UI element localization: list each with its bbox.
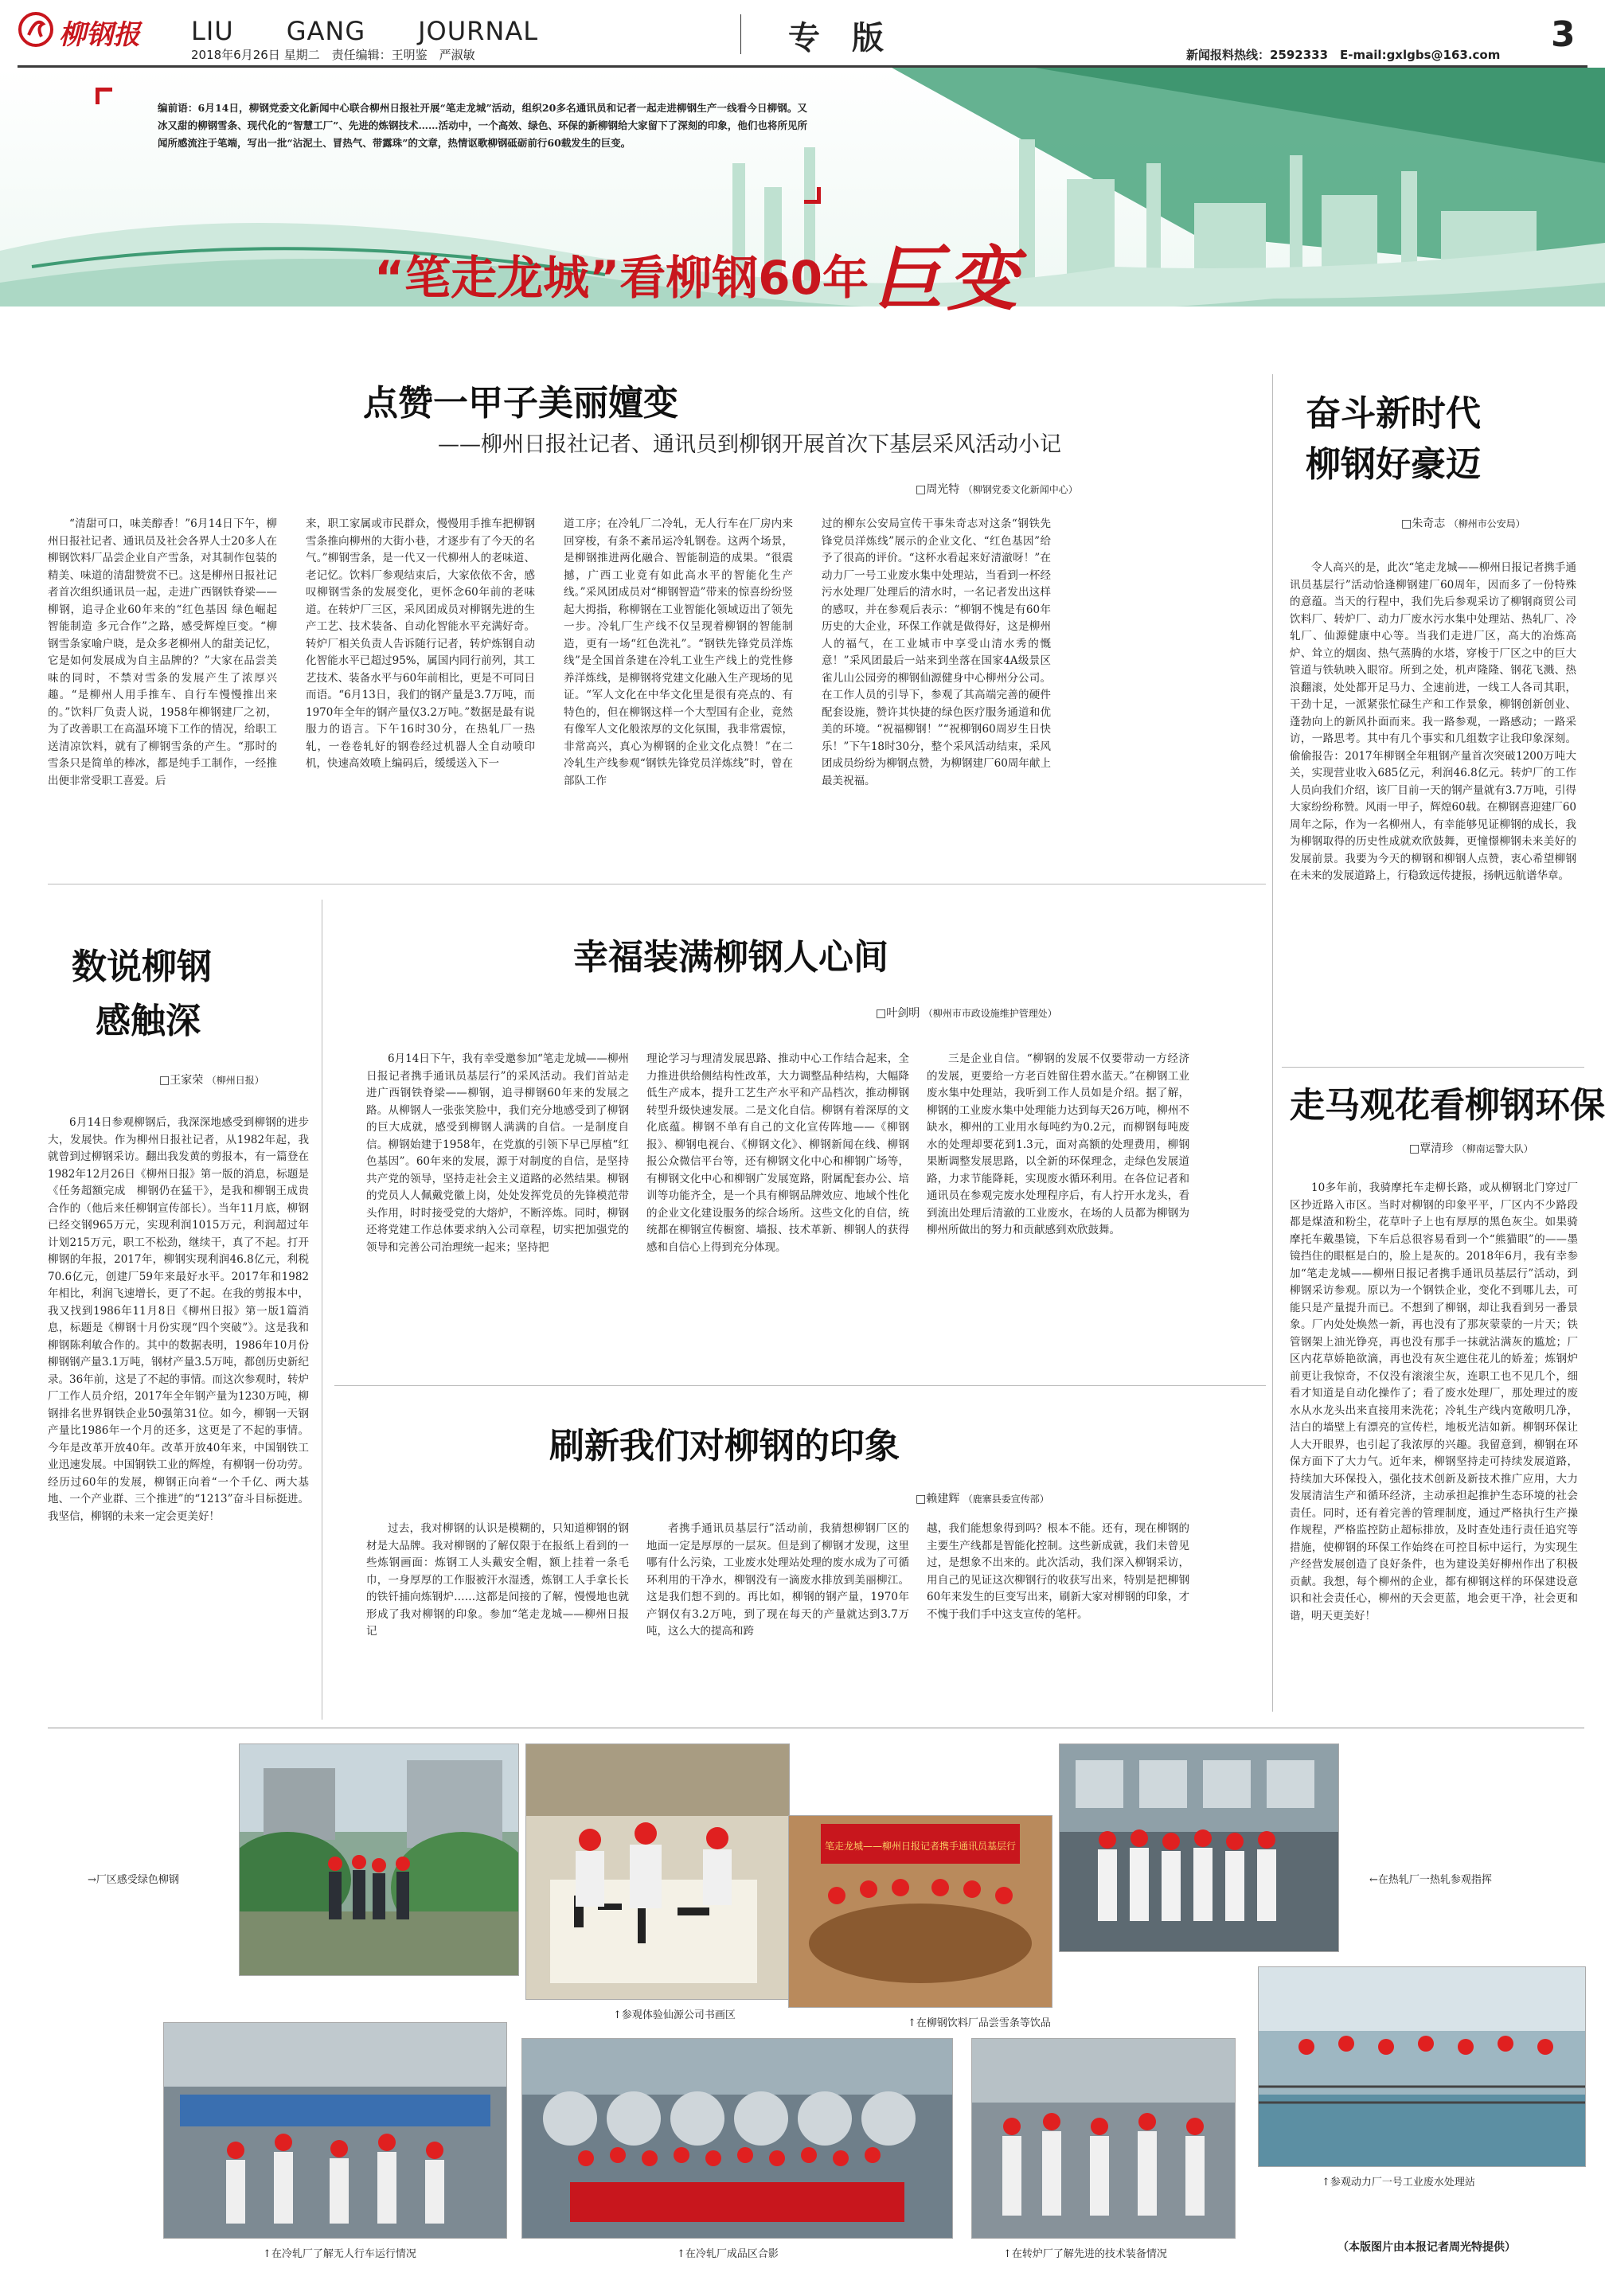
article-5-author: □覃清珍: [1409, 1142, 1454, 1155]
photo-converter-image: [972, 2039, 1235, 2238]
article-4-col-1: 6月14日下午，我有幸受邀参加“笔走龙城——柳州日报记者携手通讯员基层行”的采风活动。我们首站走进广西钢铁脊梁——柳钢，追寻柳钢60年来的发展之路。从柳钢人一张张笑脸中，我们充分地感受到了柳钢的巨大成就，感受到柳钢人满满的自信。一是制度自信。柳钢始建于1958年，在党旗的引领下早已厚植“红色基因”。60年来的发展，源于对制度的自信，是坚持共产党的领导，坚持走社会主义道路的必然结果。柳钢的党员人人佩戴党徽上岗，处处发挥党员的先锋模范带头作用，时时接受党的大熔炉，不断淬炼。同时，柳钢还将党建工作总体要求纳入公司章程，切实把加强党的领导和完善公司治理统一起来；坚持把: [366, 1052, 629, 1254]
caption-cold-rolling-crane: ↑在冷轧厂了解无人行车运行情况: [263, 2248, 416, 2260]
caption-hot-rolling: ←在热轧厂一热轧参观指挥: [1369, 1874, 1492, 1886]
photo-credit: （本版图片由本报记者周光特提供）: [1338, 2241, 1516, 2254]
article-3-title-line-1: 数说柳钢: [72, 947, 212, 987]
caption-beverage-tasting: ↑在柳钢饮料厂品尝雪条等饮品: [908, 2017, 1051, 2029]
photo-wastewater: [1258, 1966, 1586, 2167]
article-3-author-org: （柳州日报）: [206, 1075, 264, 1086]
article-1-col-4: 过的柳东公安局宣传干事朱奇志对这条“钢铁先锋党员洋炼线”展示的企业文化、“红色基因”给予了很高的评价。“这杯水看起来好清澈呀！”在动力厂一号工业废水集中处理站，当看到一杯经污水处理厂处理后的清水时，一名记者发出这样的感叹，并在参观后表示：“柳钢不愧是有60年历史的大企业，环保工作就是做得好，这是柳州人的福气，在工业城市中享受山清水秀的慨意！”采风团最后一站来到坐落在国家4A级景区雀儿山公园旁的柳钢仙源健身中心柳州分公司。在工作人员的引导下，参观了其高端完善的硬件配套设施，赞许其快捷的绿色医疗服务通道和优美的环境。“祝福柳钢！”“祝柳钢60周岁生日快乐！”下午18时30分，整个采风活动结束，采风团成员纷纷为柳钢点赞，为柳钢建厂60周年献上最美祝福。: [822, 517, 1051, 787]
banner-title-accent: 巨变: [873, 237, 1023, 320]
masthead-divider: [740, 14, 741, 54]
photo-beverage-tasting: [788, 1815, 1052, 2008]
article-1-subtitle: ——柳州日报社记者、通讯员到柳钢开展首次下基层采风活动小记: [438, 432, 1061, 457]
article-2-author-org: （柳州市公安局）: [1448, 518, 1525, 529]
article-4-byline: [876, 1005, 1057, 1021]
photo-converter: [971, 2038, 1236, 2239]
photo-cold-rolling-crane: [163, 2022, 507, 2239]
article-4-author-org: （柳州市市政设施维护管理处）: [923, 1008, 1057, 1019]
article-4-title: 幸福装满柳钢人心间: [573, 937, 888, 978]
article-5-body: 10多年前，我骑摩托车走柳长路，或从柳钢北门穿过厂区抄近路入市区。当时对柳钢的印象平平，厂区内不少路段都是煤渣和粉尘，花草叶子上也有厚厚的黑色灰尘。如果骑摩托车戴墨镜，下车后总很容易看到一个“熊猫眼”的——墨镜挡住的眼框是白的，脸上是灰的。2018年6月，我有幸参加“笔走龙城——柳州日报记者携手通讯员基层行”活动，到柳钢采访参观。原以为一个钢铁企业，变化不到哪儿去，可能只是产量提升而已。不想到了柳钢，却让我看到另一番景象。厂内处处焕然一新，再也没有了那灰蒙蒙的一片天；铁管钢架上油光铮亮，再也没有那手一抹就沾满灰的尴尬；厂区内花草娇艳欲滴，再也没有灰尘遮住花儿的娇羞；炼钢炉前更让我惊奇，不仅没有滚滚尘灰，连职工也不见几个，细看才知道是自动化操作了；看了废水处理厂，那处理过的废水从水龙头出来直接用来洗花；冷轧生产线内宽敞明几净，洁白的墙壁上有漂亮的宣传栏，地板光洁如新。柳钢环保让人大开眼界，也引起了我浓厚的兴趣。我留意到，柳钢在环保方面下了大力气。近年来，柳钢坚持走可持续发展道路，持续加大环保投入，强化技术创新及新技术推广应用，大力发展清洁生产和循环经济，主动承担起推护生态环境的社会责任。同时，还有着完善的管理制度，通过严格执行生产操作规程，严格监控防止超标排放，及时查处违行责任追究等措施，使柳钢的环保工作始终在可控目标中运行，为实现生产经营发展创造了良好条件，也为建设美好柳州作出了积极贡献。我想，每个柳州的企业，都有柳钢这样的环保建设意识和社会责任心，柳州的天会更蓝，地会更干净，社会更和谐，明天更美好！: [1290, 1181, 1578, 1622]
article-6: [350, 1401, 1266, 1720]
logo-text: 柳钢报: [59, 19, 140, 51]
article-1-col-1: “清甜可口，味美醇香！”6月14日下午，柳州日报社记者、通讯员及社会各界人士20多人在柳钢饮料厂品尝企业自产雪条，对其制作包装的精美、味道的清甜赞赏不已。这是柳州日报社记者首次组织通讯员一起，走进广西钢铁脊梁——柳钢，追寻企业60年来的“红色基因 绿色崛起 智能制造 多元合作”之路，感受辉煌巨变。“柳钢雪条家喻户晓，是众多老柳州人的甜美记忆，它是如何发展成为自主品牌的？”大家在品尝美味的同时，不禁对雪条的发展产生了浓厚兴趣。“是柳州人用手推车、自行车慢慢推出来的。”饮料厂负责人说，1958年柳钢建厂之初，为了改善职工在高温环境下工作的情况，给职工送清凉饮料，就有了柳钢雪条的产生。“那时的雪条只是简单的棒冰，都是纯手工制作，一经推出便非常受职工喜爱。后: [48, 517, 277, 787]
article-6-title: 刷新我们对柳钢的印象: [549, 1426, 900, 1466]
article-6-col-2: 者携手通讯员基层行”活动前，我猜想柳钢厂区的地面一定是厚厚的一层灰。但是到了柳钢才发现，这里哪有什么污染，工业废水处理站处理的废水成为了可循环利用的干净水，柳钢没有一滴废水排放到美丽柳江。这是我们想不到的。再比如，柳钢的钢产量，1970年产钢仅有3.2万吨，到了现在每天的产量就达到3.7万吨，这么大的提高和跨: [646, 1522, 909, 1638]
english-title: LIU GANG JOURNAL: [191, 16, 539, 46]
photo-calligraphy: [525, 1743, 790, 2000]
caption-calligraphy: ↑参观体验仙源公司书画区: [613, 2009, 736, 2021]
article-1-author: □周光特: [916, 483, 960, 496]
article-4-author: □叶剑明: [876, 1007, 920, 1020]
photo-group: [521, 2038, 953, 2239]
article-6-author-org: （鹿寨县委宣传部）: [963, 1494, 1049, 1505]
article-1-author-org: （柳钢党委文化新闻中心）: [963, 484, 1078, 495]
photo-wastewater-image: [1259, 1967, 1585, 2166]
caption-converter: ↑在转炉厂了解先进的技术装备情况: [1003, 2248, 1167, 2260]
article-5: [1290, 1067, 1605, 1720]
article-6-col-1: 过去，我对柳钢的认识是模糊的，只知道柳钢的钢材是大品牌。我对柳钢的了解仅限于在报纸上看到的一些炼钢画面：炼钢工人头戴安全帽，额上挂着一条毛巾，一身厚厚的工作服被汗水湿透，炼钢工人手拿长长的铁钎捕向炼钢炉……这都是间接的了解，慢慢地也就形成了我对柳钢的印象。参加“笔走龙城——柳州日报记: [366, 1522, 629, 1638]
article-2-title-line-1: 奋斗新时代: [1306, 393, 1481, 434]
photo-calligraphy-image: [526, 1744, 789, 1999]
photo-hot-rolling-image: [1060, 1744, 1338, 1951]
hotline: 新闻报料热线：2592333 E-mail:gxlgbs@163.com: [1186, 48, 1501, 62]
divider-right-column: [1272, 374, 1273, 1712]
caption-green-factory: →厂区感受绿色柳钢: [88, 1874, 179, 1886]
editors-note-corner-left: [96, 88, 112, 104]
editors-note-corner-right: [804, 187, 821, 204]
article-6-author: □赖建辉: [916, 1493, 960, 1505]
article-3-author: □王家荣: [159, 1074, 204, 1087]
photo-cold-rolling-crane-image: [164, 2023, 506, 2238]
photo-hot-rolling: [1059, 1743, 1339, 1952]
masthead: [0, 0, 1605, 67]
caption-wastewater: ↑参观动力厂一号工业废水处理站: [1322, 2177, 1475, 2189]
article-1: [48, 365, 1266, 882]
date-line: 2018年6月26日 星期二 责任编辑：王明鉴 严淑敏: [191, 48, 475, 62]
photo-event-banner-text: 笔走龙城——柳州日报记者携手通讯员基层行: [824, 1841, 1017, 1852]
photo-green-factory: [239, 1743, 519, 1976]
article-1-title: 点赞一甲子美丽嬗变: [363, 383, 678, 424]
banner-title: [374, 224, 1250, 320]
article-2: [1290, 378, 1584, 1071]
article-2-title-line-2: 柳钢好豪迈: [1306, 444, 1481, 485]
article-5-byline: [1409, 1140, 1533, 1156]
article-2-body: 令人高兴的是，此次“笔走龙城——柳州日报记者携手通讯员基层行”活动恰逢柳钢建厂60周年，因而多了一份特殊的意蕴。当天的行程中，我们先后参观采访了柳钢商贸公司饮料厂、转炉厂、动力厂废水污水集中处理站、热轧厂、冷轧厂、仙源健康中心等。当我们走进厂区，高大的冶炼高炉、耸立的烟囱、热气蒸腾的水塔，穿梭于厂区之中的巨大管道与铁轨映入眼帘。所到之处，机声隆隆、钢花飞溅、热浪翻滚，处处都开足马力、全速前进，一线工人各司其职，干劲十足，一派紧张忙碌生产和工作景象，柳钢创新创业、蓬勃向上的新风扑面而来。我一路参观，一路感动；一路采访，一路思考。其中有几个事实和几组数字让我印象深刻。偷偷报告：2017年柳钢全年粗钢产量首次突破1200万吨大关，实现营业收入685亿元，利润46.8亿元。转炉厂的工作人员向我们介绍，该厂目前一天的钢产量就有3.7万吨，引得大家纷纷称赞。风雨一甲子，辉煌60载。在柳钢喜迎建厂60周年之际，作为一名柳州人，有幸能够见证柳钢的成长，我为柳钢取得的历史性成就欢欣鼓舞，更憧憬柳钢未来美好的发展前景。我要为今天的柳钢和柳钢人点赞，衷心希望柳钢在未来的发展道路上，行稳致远传捷报，扬帆远航谱华章。: [1290, 561, 1576, 882]
article-6-col-3: 越，我们能想象得到吗？根本不能。还有，现在柳钢的主要生产线都是智能化控制。这些新成就，我们未曾见过，是想象不出来的。此次活动，我们深入柳钢采访，用自己的见证这次柳钢行的收获写出来，特别是把柳钢60年来发生的巨变写出来，刷新大家对柳钢的印象，才不愧于我们手中这支宣传的笔杆。: [927, 1522, 1189, 1621]
article-3-title-line-2: 感触深: [96, 1001, 201, 1041]
photo-group-image: [522, 2039, 952, 2238]
page-number: 3: [1551, 14, 1576, 55]
logo: [18, 11, 161, 51]
banner: [0, 68, 1605, 402]
article-2-byline: [1401, 515, 1525, 531]
article-4-col-3: 三是企业自信。“柳钢的发展不仅要带动一方经济的发展，更要给一方老百姓留住碧水蓝天。”在柳钢工业废水集中处理站，我听到工作人员如是介绍。据了解，柳钢的工业废水集中处理能力达到每天26万吨，柳州不缺水，柳州的工业用水每吨约为0.2元，而柳钢每吨废水的处理却要花到1.3元，面对高额的处理费用，柳钢果断调整发展思路，以全新的环保理念，走绿色发展道路，力求节能降耗，实现废水循环利用。在各位记者和通讯员在参观完废水处理程序后，有人拧开水龙头，看到流出处理后清澈的工业废水，在场的人员都为柳钢为柳州所做出的努力和贡献感到欢欣鼓舞。: [927, 1052, 1189, 1236]
article-6-byline: [916, 1490, 1049, 1506]
article-1-byline: [916, 481, 1078, 497]
section-title: 专 版: [788, 20, 884, 57]
caption-group: ↑在冷轧厂成品区合影: [677, 2248, 779, 2260]
divider-article-4-bottom: [334, 1385, 1266, 1386]
banner-title-main: “笔走龙城”看柳钢60年: [374, 251, 869, 305]
logo-emblem-icon: [18, 11, 54, 48]
article-2-author: □朱奇志: [1401, 517, 1446, 530]
photo-green-factory-image: [240, 1744, 518, 1975]
article-3-body: 6月14日参观柳钢后，我深深地感受到柳钢的进步大，发展快。作为柳州日报社记者，从1982年起，我就曾到过柳钢采访。翻出我发黄的剪报本，有一篇登在1982年12月26日《柳州日报》第一版的消息，标题是《任务超额完成 柳钢仍在猛干》，是我和柳钢王成贵合作的（他后来任柳钢宣传部长）。当年11月底，柳钢已经交钢965万元，实现利润1015万元，利润超过年计划215万元，职工不松劲，继续干，真了不起。打开柳钢的年报，2017年，柳钢实现利润46.8亿元，利税70.6亿元，创建厂59年来最好水平。2017年和1982年相比，利润飞速增长，更了不起。在我的剪报本中，我又找到1986年11月8日《柳州日报》第一版1篇消息，标题是《柳钢十月份实现“四个突破”》。这是我和柳钢陈利敏合作的。其中的数据表明，1986年10月份柳钢钢产量3.1万吨，钢材产量3.5万吨，都创历史新纪录。36年前，这是了不起的事情。而这次参观时，转炉厂工作人员介绍，2017年全年钢产量为1230万吨，柳钢排名世界钢铁企业50强第31位。如今，柳钢一天钢产量比1986年一个月的还多，这更是了不起的事情。今年是改革开放40年。改革开放40年来，中国钢铁工业迅速发展。中国钢铁工业的辉煌，有柳钢一份功劳。经历过60年的发展，柳钢正向着“一个千亿、两大基地、一个产业群、三个推进”的“1213”奋斗目标挺进。我坚信，柳钢的未来一定会更美好！: [48, 1116, 309, 1523]
article-3: [48, 923, 310, 1720]
article-5-title: 走马观花看柳钢环保: [1290, 1085, 1605, 1126]
article-1-col-2: 来，职工家属或市民群众，慢慢用手推车把柳钢雪条推向柳州的大街小巷，才逐步有了今天的名气。”柳钢雪条，是一代又一代柳州人的老味道、老记忆。饮料厂参观结束后，大家依依不舍，感叹柳钢雪条的发展变化，更怀念60年前的老味道。在转炉厂三区，采风团成员对柳钢先进的生产工艺、技术装备、自动化智能水平充满好奇。转炉厂相关负责人告诉随行记者，转炉炼钢自动化智能水平已超过95%，属国内同行前列，其工艺技术、装备水平与60年前相比，更是不可同日而语。“6月13日，我们的钢产量是3.7万吨，而1970年全年的钢产量仅3.2万吨。”数据是最有说服力的语言。下午16时30分，在热轧厂一热轧，一卷卷轧好的钢卷经过机器人全自动喷印机，快速高效喷上编码后，缓缓送入下一: [306, 517, 535, 770]
article-4-col-2: 理论学习与理清发展思路、推动中心工作结合起来，全力推进供给侧结构性改革，大力调整品种结构，大幅降低生产成本，提升工艺生产水平和产品档次，推动柳钢转型升级快速发展。二是文化自信。柳钢有着深厚的文化底蕴。柳钢不单有自己的文化宣传阵地——《柳钢报》、柳钢电视台、《柳钢文化》、柳钢新闻在线、柳钢报公众微信平台等，还有柳钢文化中心和柳钢广场等，有柳钢文化中心和柳钢广发展宽路，附属配套办公、培训等功能齐全，是一个具有柳钢品牌效应、地域个性化的企业文化建设服务的综合场所。这些文化的自信，统统都在柳钢宣传橱窗、墙报、技术革新、柳钢人的获得感和自信心上得到充分体现。: [646, 1052, 909, 1254]
article-5-author-org: （柳南运警大队）: [1456, 1143, 1533, 1154]
article-3-byline: [159, 1072, 264, 1087]
editors-note: 编前语：6月14日，柳钢党委文化新闻中心联合柳州日报社开展“笔走龙城”活动，组织20多名通讯员和记者一起走进柳钢生产一线看今日柳钢。又冰又甜的柳钢雪条、现代化的“智慧工厂”、先进的炼钢技术……活动中，一个高效、绿色、环保的新柳钢给大家留下了深刻的印象，他们也将所见所闻所感流注于笔端，写出一批“沾泥土、冒热气、带露珠”的文章，热情讴歌柳钢砥砺前行60载发生的巨变。: [158, 102, 807, 149]
photo-beverage-tasting-image: [789, 1816, 1052, 2007]
article-1-col-3: 道工序；在冷轧厂二冷轧，无人行车在厂房内来回穿梭，有条不紊吊运冷轧钢卷。这两个场景，是柳钢推进两化融合、智能制造的成果。“很震撼，广西工业竟有如此高水平的智能化生产线。”采风团成员对“柳钢智造”带来的惊喜纷纷竖起大拇指，称柳钢在工业智能化领域迈出了领先一步。冷轧厂生产线不仅呈现着柳钢的智能制造，更有一场“红色洗礼”。“钢铁先锋党员洋炼线”是全国首条建在冷轧工业生产线上的党性修养洋炼线，是柳钢将党建文化融入生产现场的见证。“军人文化在中华文化里是很有亮点的、有特色的，但在柳钢这样一个大型国有企业，竟然有像军人文化般浓厚的文化氛围，我非常震惊，非常高兴，真心为柳钢的企业文化点赞！”在二冷轧生产线参观“钢铁先锋党员洋炼线”时，曾在部队工作: [564, 517, 793, 787]
article-4: [350, 908, 1266, 1401]
